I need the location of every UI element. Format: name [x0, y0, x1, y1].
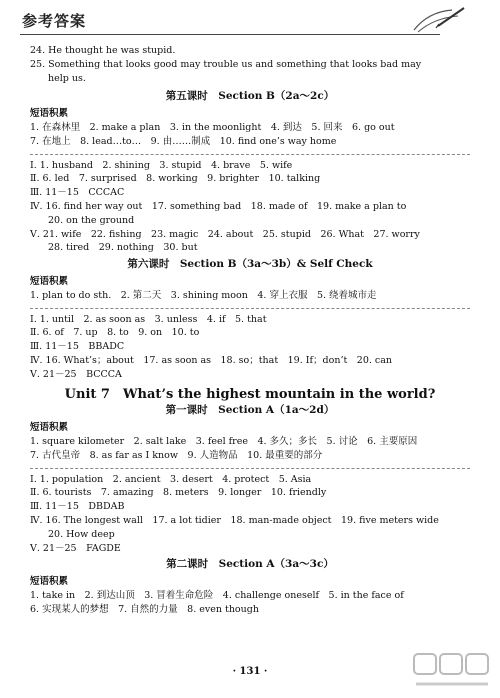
answer-line: Ⅳ. 16. What’s；about 17. as soon as 18. so；that 19. If；don’t 20. can: [30, 354, 393, 366]
subheading: 短语积累: [30, 422, 69, 434]
answer-line: Ⅲ. 11－15 CCCAC: [30, 187, 125, 199]
subheading: 短语积累: [30, 108, 69, 120]
answer-line: Ⅱ. 6. of 7. up 8. to 9. on 10. to: [30, 327, 200, 339]
answer-line: Ⅴ. 21－25 BCCCA: [30, 368, 122, 380]
answer-line: Ⅲ. 11－15 DBDAB: [30, 501, 125, 513]
answer-line: Ⅳ. 16. The longest wall 17. a lot tidier 18. man-made object 19. five meters wide: [30, 514, 439, 526]
answer-line: Ⅰ. 1. population 2. ancient 3. desert 4. protect 5. Asia: [30, 473, 312, 485]
phrase-line: 1. 在森林里 2. make a plan 3. in the moonlight 4. 到达 5. 回来 6. go out: [30, 121, 395, 133]
answer-line: Ⅲ. 11－15 BBADC: [30, 341, 125, 353]
dashed-divider: [30, 154, 470, 155]
unit-title: Unit 7 What’s the highest mountain in the world?: [64, 386, 436, 402]
subheading: 短语积累: [30, 576, 69, 588]
header-rule: [20, 34, 440, 35]
section-title: 第一课时 Section A（1a～2d）: [165, 404, 335, 417]
answer-line: 20. on the ground: [48, 214, 135, 226]
header-title: 参考答案: [22, 12, 87, 30]
dashed-divider: [30, 468, 470, 469]
phrase-line: 7. 在地上 8. lead…to… 9. 由……制成 10. find one’s way home: [30, 135, 337, 147]
watermark-logo-icon: [412, 650, 492, 694]
section-title: 第二课时 Section A（3a～3c）: [166, 558, 334, 571]
answer-line: Ⅰ. 1. husband 2. shining 3. stupid 4. brave 5. wife: [30, 159, 293, 171]
phrase-line: 1. plan to do sth. 2. 第二天 3. shining moon 4. 穿上衣服 5. 绕着城市走: [30, 289, 377, 301]
answer-line: Ⅴ. 21－25 FAGDE: [30, 542, 121, 554]
phrase-line: 1. square kilometer 2. salt lake 3. feel free 4. 多久；多长 5. 讨论 6. 主要原因: [30, 435, 418, 447]
answer-line: Ⅱ. 6. tourists 7. amazing 8. meters 9. longer 10. friendly: [30, 487, 327, 499]
answer-line: 24. He thought he was stupid.: [30, 45, 176, 56]
phrase-line: 6. 实现某人的梦想 7. 自然的力量 8. even though: [30, 603, 259, 615]
answer-line: 28. tired 29. nothing 30. but: [48, 242, 198, 254]
page-header: [0, 0, 500, 40]
answer-line: Ⅱ. 6. led 7. surprised 8. working 9. brighter 10. talking: [30, 173, 321, 185]
answer-line: 25. Something that looks good may trouble us and something that looks bad may: [30, 58, 422, 70]
dashed-divider: [30, 308, 470, 309]
answer-line: Ⅳ. 16. find her way out 17. something bad 18. made of 19. make a plan to: [30, 200, 407, 212]
subheading: 短语积累: [30, 275, 69, 287]
pen-paper-decoration-icon: [408, 4, 468, 36]
answer-line: help us.: [48, 72, 86, 84]
phrase-line: 1. take in 2. 到达山顶 3. 冒着生命危险 4. challenge oneself 5. in the face of: [30, 589, 404, 601]
answer-line: Ⅴ. 21. wife 22. fishing 23. magic 24. about 25. stupid 26. What 27. worry: [30, 228, 420, 240]
phrase-line: 7. 古代皇帝 8. as far as I know 9. 人造物品 10. 最重要的部分: [30, 449, 323, 461]
answer-content: [30, 44, 470, 616]
section-title: 第五课时 Section B（2a～2c）: [165, 90, 335, 103]
section-title: 第六课时 Section B（3a～3b）& Self Check: [127, 258, 373, 271]
page-number: · 131 ·: [232, 666, 268, 677]
answer-line: 20. How deep: [48, 528, 115, 540]
answer-line: Ⅰ. 1. until 2. as soon as 3. unless 4. if 5. that: [30, 313, 267, 325]
